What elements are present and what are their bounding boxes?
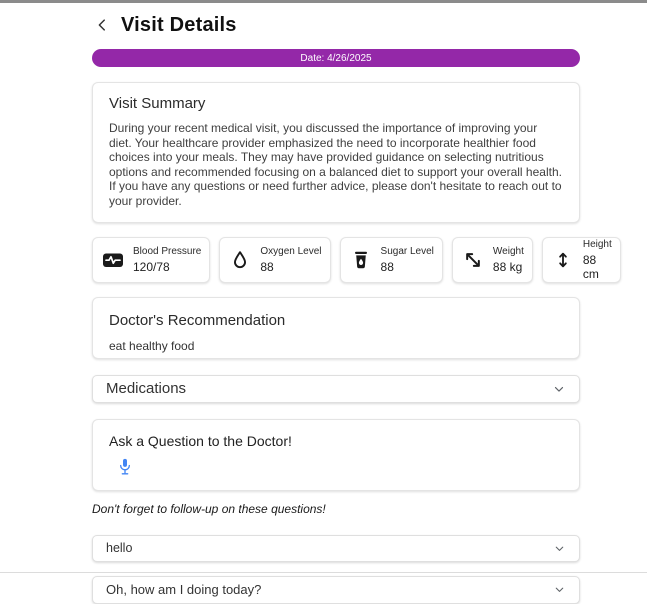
microphone-icon <box>117 457 133 478</box>
vital-label: Height <box>582 238 612 250</box>
visit-summary-title: Visit Summary <box>109 95 206 112</box>
question-accordion-hello[interactable] <box>92 535 580 562</box>
question-accordion-how-am-i-doing[interactable] <box>92 576 580 604</box>
question-label: Oh, how am I doing today? <box>106 582 262 598</box>
page-header <box>92 11 580 39</box>
followup-note: Don't forget to follow-up on these questions! <box>92 501 326 516</box>
weight-icon <box>461 248 485 272</box>
vital-card-weight <box>452 237 533 283</box>
back-button[interactable] <box>92 15 112 35</box>
chevron-down-icon <box>553 583 566 596</box>
ask-question-card <box>92 419 580 491</box>
vital-card-sugar-level <box>340 237 443 283</box>
question-label: hello <box>106 541 133 556</box>
oxygen-level-icon <box>228 248 252 272</box>
chevron-down-icon <box>553 542 566 555</box>
page-title: Visit Details <box>121 13 237 36</box>
vital-value: 88 kg <box>492 259 523 274</box>
microphone-button[interactable] <box>117 457 133 478</box>
medications-accordion[interactable] <box>92 375 580 403</box>
vital-card-blood-pressure <box>92 237 210 283</box>
doctors-recommendation-title: Doctor's Recommendation <box>109 311 286 329</box>
ask-question-title: Ask a Question to the Doctor! <box>109 432 292 449</box>
vital-value: 88 <box>260 259 274 274</box>
visit-summary-card <box>92 82 580 223</box>
date-banner-label: Date: 4/26/2025 <box>300 52 372 64</box>
back-chevron-icon <box>93 16 111 34</box>
chevron-down-icon <box>552 382 566 396</box>
vitals-row <box>92 237 612 283</box>
vital-value: 120/78 <box>133 259 170 274</box>
vital-label: Blood Pressure <box>133 245 202 257</box>
vital-label: Sugar Level <box>380 245 434 257</box>
doctors-recommendation-card <box>92 297 580 359</box>
date-banner <box>92 49 580 67</box>
height-icon <box>551 248 575 272</box>
visit-summary-body: During your recent medical visit, you discussed the importance of improving your diet. Your healthcare provider emphasized the need to incorporate healthier food choices into your meals. They may have provided guidance on selecting nutritious options and recommended focusing on a balanced diet to support your overall health. If you have any questions or need further advice, please don't hesitate to reach out to your provider. <box>109 121 562 208</box>
vital-card-height <box>542 237 621 283</box>
vital-label: Weight <box>492 245 524 257</box>
blood-pressure-icon <box>101 248 125 272</box>
vital-value: 88 cm <box>582 252 599 281</box>
vital-card-oxygen-level <box>219 237 330 283</box>
sugar-level-icon <box>349 248 373 272</box>
vital-label: Oxygen Level <box>260 245 322 257</box>
medications-label: Medications <box>106 380 187 398</box>
vital-value: 88 <box>380 259 394 274</box>
doctors-recommendation-body: eat healthy food <box>109 338 195 353</box>
